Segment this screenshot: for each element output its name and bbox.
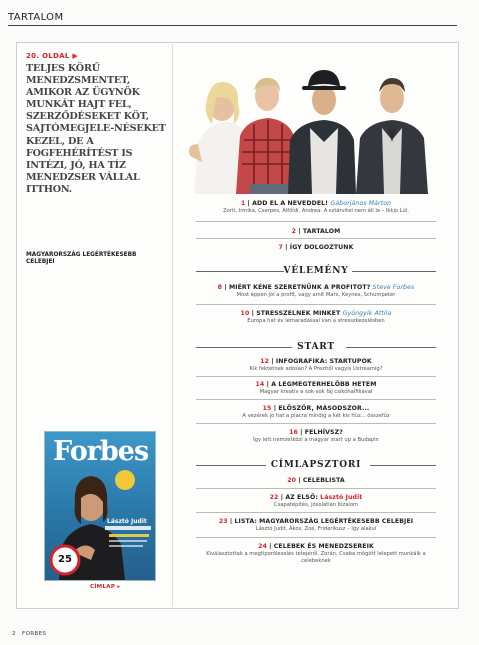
toc-entry-description: Magyar kreatív a sok-sok fáj csikóhalfiliával — [259, 389, 373, 395]
toc-entry-24[interactable]: 24 | CELEBEK ÉS MENEDZSEREIK Kiválasztottak a megtiporóleselés tetejéről, Zorán, Csaba mögött lelepett munkáik a celebeknek — [178, 543, 454, 565]
feature-page-label[interactable] — [26, 52, 78, 60]
toc-entry-author: Steve Forbes — [372, 284, 415, 291]
toc-entry-title: INFOGRAFIKA: STARTUPOK — [275, 358, 372, 365]
page-header-title: TARTALOM — [8, 12, 64, 23]
celebrity-group-photo — [176, 44, 456, 194]
magazine-cover-thumbnail[interactable] — [44, 431, 156, 581]
toc-entry-20[interactable]: 20 | CELEBLISTA — [287, 477, 345, 484]
column-divider — [172, 44, 173, 606]
section-rule-right — [346, 347, 436, 348]
toc-entry-23[interactable]: 23 | LISTA: MAGYARORSZÁG LEGÉRTÉKESEBB CELEBJEI Lásztó Judit, Ákos, Zoé, Friderikusz – így alakul — [178, 518, 454, 532]
section-rule-right — [370, 465, 436, 466]
toc-entry-title: ÍGY DOLGOZTUNK — [289, 244, 354, 251]
toc-entry-title: MIÉRT KÉNE SZERETNÜNK A PROFITOT? — [228, 284, 371, 291]
cover-caption-link[interactable]: CÍMLAP ▸ — [90, 584, 121, 590]
toc-entry-title: STRESSZELNEK MINKET — [256, 310, 341, 317]
section-rule-right — [352, 271, 436, 272]
toc-divider — [196, 488, 436, 489]
toc-entry-1[interactable]: 1 | ADD EL A NEVEDDEL! Gáborjános Márton Zorit, Irmika, Cserpes, Alföldi, Andrea: A sztárvitel nem áll le – Ikkjo Lúl. — [178, 200, 454, 214]
toc-divider — [196, 423, 436, 424]
toc-divider — [196, 238, 436, 239]
toc-page-number: 14 — [255, 381, 265, 388]
toc-entry-description: Európa hat év lemaradással van a stresszkezelésben — [247, 318, 385, 324]
toc-entry-author: Gyöngyik Attila — [342, 310, 392, 317]
toc-entry-description: Csapatépítés, jósolatlan bizalom — [273, 502, 359, 508]
toc-entry-description: A vezérek jó hat a piacra mindig a két kis húz... összefűz — [242, 413, 390, 419]
toc-page-number: 24 — [258, 543, 267, 550]
toc-entry-title: LISTA: MAGYARORSZÁG LEGÉRTÉKESEBB CELEBJEI — [234, 518, 414, 525]
play-arrow-icon: ▶ — [72, 52, 79, 60]
toc-page-number: 15 — [262, 405, 272, 412]
cover-brand-logo: Forbes — [53, 436, 149, 467]
cover-badge-number: 25 — [58, 554, 72, 565]
feature-caption: MAGYARORSZÁG LEGÉRTÉKESEBB CELEBJEI — [26, 252, 137, 265]
toc-entry-title: CELEBLISTA — [302, 477, 345, 484]
feature-page-label-text: 20. OLDAL — [26, 52, 70, 60]
toc-divider — [196, 221, 436, 222]
toc-entry-7[interactable]: 7 | ÍGY DOLGOZTUNK — [278, 244, 354, 251]
toc-entry-description: Így lett nemzetközi a magyar start up a Budapin — [253, 437, 379, 443]
header-divider — [8, 25, 457, 26]
toc-divider — [196, 512, 436, 513]
toc-entry-22[interactable]: 22 | AZ ELSŐ: Lásztó Judit Csapatépítés, jósolatlan bizalom — [178, 494, 454, 508]
toc-entry-title: AZ ELSŐ: — [285, 494, 318, 501]
cover-headline-name: Lásztó Judit — [107, 518, 147, 525]
toc-entry-description: Lásztó Judit, Ákos, Zoé, Friderikusz – így alakul — [255, 526, 377, 532]
toc-entry-14[interactable]: 14 | A LEGMEGTERHELŐBB HETEM Magyar kreatív a sok-sok fáj csikóhalfiliával — [178, 381, 454, 395]
toc-entry-12[interactable]: 12 | INFOGRAFIKA: STARTUPOK Kik fektetnek adósan? A Prezitől vagyis Ustreamig? — [178, 358, 454, 372]
section-heading-cimlapsztori: CÍMLAPSZTORI — [270, 460, 362, 470]
toc-entry-title: A LEGMEGTERHELŐBB HETEM — [271, 381, 377, 388]
toc-divider — [196, 399, 436, 400]
toc-entry-16[interactable]: 16 | FELHÍVSZ? Így lett nemzetközi a magyar start up a Budapin — [178, 429, 454, 443]
toc-entry-title: TARTALOM — [302, 228, 341, 235]
toc-page-number: 16 — [289, 429, 298, 436]
toc-page-number: 22 — [269, 494, 279, 501]
toc-entry-15[interactable]: 15 | ELŐSZÖR, MÁSODSZOR... A vezérek jó hat a piacra mindig a két kis húz... összefűz — [178, 405, 454, 419]
toc-entry-title: ADD EL A NEVEDDEL! — [252, 200, 329, 207]
toc-divider — [196, 537, 436, 538]
toc-page-number: 1 — [240, 200, 246, 207]
toc-page-number: 7 — [278, 244, 283, 251]
footer-brand: FORBES — [22, 631, 47, 637]
toc-page-number: 23 — [218, 518, 228, 525]
toc-entry-description: Most éppen jól a profit, vagy amit Marx, Keynes, Schumpeter — [236, 292, 396, 298]
toc-entry-description: Zorit, Irmika, Cserpes, Alföldi, Andrea: A sztárvitel nem áll le – Ikkjo Lúl. — [223, 208, 409, 214]
toc-entry-title: ELŐSZÖR, MÁSODSZOR... — [278, 405, 370, 412]
toc-entry-title: CELEBEK ÉS MENEDZSEREIK — [273, 543, 374, 550]
toc-page-number: 2 — [291, 228, 297, 235]
footer-page-number: 2 — [12, 631, 16, 637]
toc-page-number: 12 — [260, 358, 269, 365]
toc-entry-title: FELHÍVSZ? — [304, 429, 343, 436]
toc-page-number: 8 — [217, 284, 223, 291]
feature-pull-quote: TELJES KÖRŰ MENEDZSMENTET, AMIKOR AZ ÜGYNÖK MUNKÁT HAJT FEL, SZERZŐDÉSEKET KÖT, SAJTÓMEGJELE-NÉSEKET KEZEL, DE A FOGFEHÉRÍTÉST IS INTÉZI, JÓ, HA TÍZ MENEDZSER VÁLLAL ITTHON. — [26, 63, 166, 195]
toc-entry-2[interactable]: 2 | TARTALOM — [291, 228, 341, 235]
toc-entry-8[interactable]: 8 | MIÉRT KÉNE SZERETNÜNK A PROFITOT? Steve Forbes Most éppen jól a profit, vagy amit Marx, Keynes, Schumpeter — [178, 284, 454, 298]
toc-entry-10[interactable]: 10 | STRESSZELNEK MINKET Gyöngyik Attila Európa hat év lemaradással van a stresszkezelésben — [178, 310, 454, 324]
section-heading-start: START — [297, 342, 335, 352]
section-heading-velemeny: VÉLEMÉNY — [283, 266, 349, 276]
toc-entry-description: Kik fektetnek adósan? A Prezitől vagyis Ustreamig? — [249, 366, 383, 372]
toc-entry-author: Gáborjános Márton — [330, 200, 392, 207]
toc-divider — [196, 376, 436, 377]
toc-entry-author: Lásztó Judit — [320, 494, 363, 501]
toc-entry-description: Kiválasztottak a megtiporóleselés tetejéről, Zorán, Csaba mögött lelepett munkáik a celebeknek — [206, 551, 426, 564]
toc-divider — [196, 304, 436, 305]
toc-page-number: 20 — [287, 477, 297, 484]
toc-page-number: 10 — [240, 310, 250, 317]
